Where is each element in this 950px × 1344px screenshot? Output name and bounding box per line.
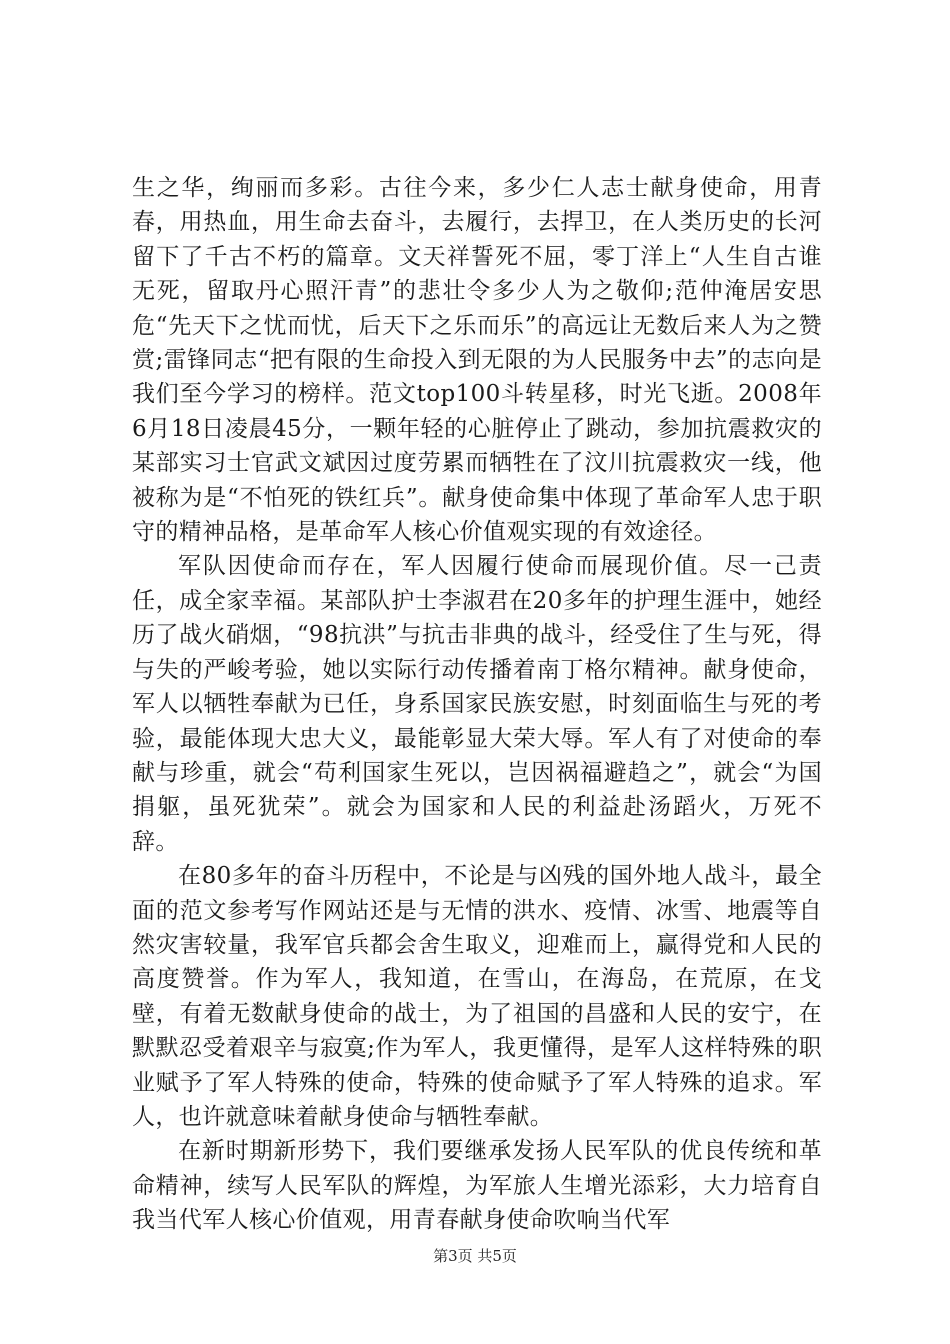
paragraph-3: 在80多年的奋斗历程中，不论是与凶残的国外地人战斗，最全面的范文参考写作网站还是与无情的洪水、疫情、冰雪、地震等自然灾害较量，我军官兵都会舍生取义，迎难而上，赢得党和人民的高度赞誉。作为军人，我知道，在雪山，在海岛，在荒原，在戈壁，有着无数献身使命的战士，为了祖国的昌盛和人民的安宁，在默默忍受着艰辛与寂寞;作为军人，我更懂得，是军人这样特殊的职业赋予了军人特殊的使命，特殊的使命赋予了军人特殊的追求。军人，也许就意味着献身使命与牺牲奉献。	[132, 863, 822, 1130]
paragraph-2: 军队因使命而存在，军人因履行使命而展现价值。尽一己责任，成全家幸福。某部队护士李淑君在20多年的护理生涯中，她经历了战火硝烟，“98抗洪”与抗击非典的战斗，经受住了生与死，得与失的严峻考验，她以实际行动传播着南丁格尔精神。献身使命，军人以牺牲奉献为已任，身系国家民族安慰，时刻面临生与死的考验，最能体现大忠大义，最能彰显大荣大辱。军人有了对使命的奉献与珍重，就会“苟利国家生死以，岂因祸福避趋之”，就会“为国捐躯，虽死犹荣”。就会为国家和人民的利益赴汤蹈火，万死不辞。	[132, 553, 822, 855]
paragraph-4: 在新时期新形势下，我们要继承发扬人民军队的优良传统和革命精神，续写人民军队的辉煌，为军旅人生增光添彩，大力培育自我当代军人核心价值观，用青春献身使命吹响当代军	[132, 1138, 822, 1234]
paragraph-1: 生之华，绚丽而多彩。古往今来，多少仁人志士献身使命，用青春，用热血，用生命去奋斗，去履行，去捍卫，在人类历史的长河留下了千古不朽的篇章。文天祥誓死不屈，零丁洋上“人生自古谁无死，留取丹心照汗青”的悲壮令多少人为之敬仰;范仲淹居安思危“先天下之忧而忧，后天下之乐而乐”的高远让无数后来人为之赞赏;雷锋同志“把有限的生命投入到无限的为人民服务中去”的志向是我们至今学习的榜样。范文top100斗转星移，时光飞逝。2008年6月18日凌晨45分，一颗年轻的心脏停止了跳动，参加抗震救灾的某部实习士官武文斌因过度劳累而牺牲在了汶川抗震救灾一线，他被称为是“不怕死的铁红兵”。献身使命集中体现了革命军人忠于职守的精神品格，是革命军人核心价值观实现的有效途径。	[132, 175, 822, 546]
body-text	[132, 171, 822, 1238]
page-footer: 第3页 共5页	[433, 1247, 517, 1265]
